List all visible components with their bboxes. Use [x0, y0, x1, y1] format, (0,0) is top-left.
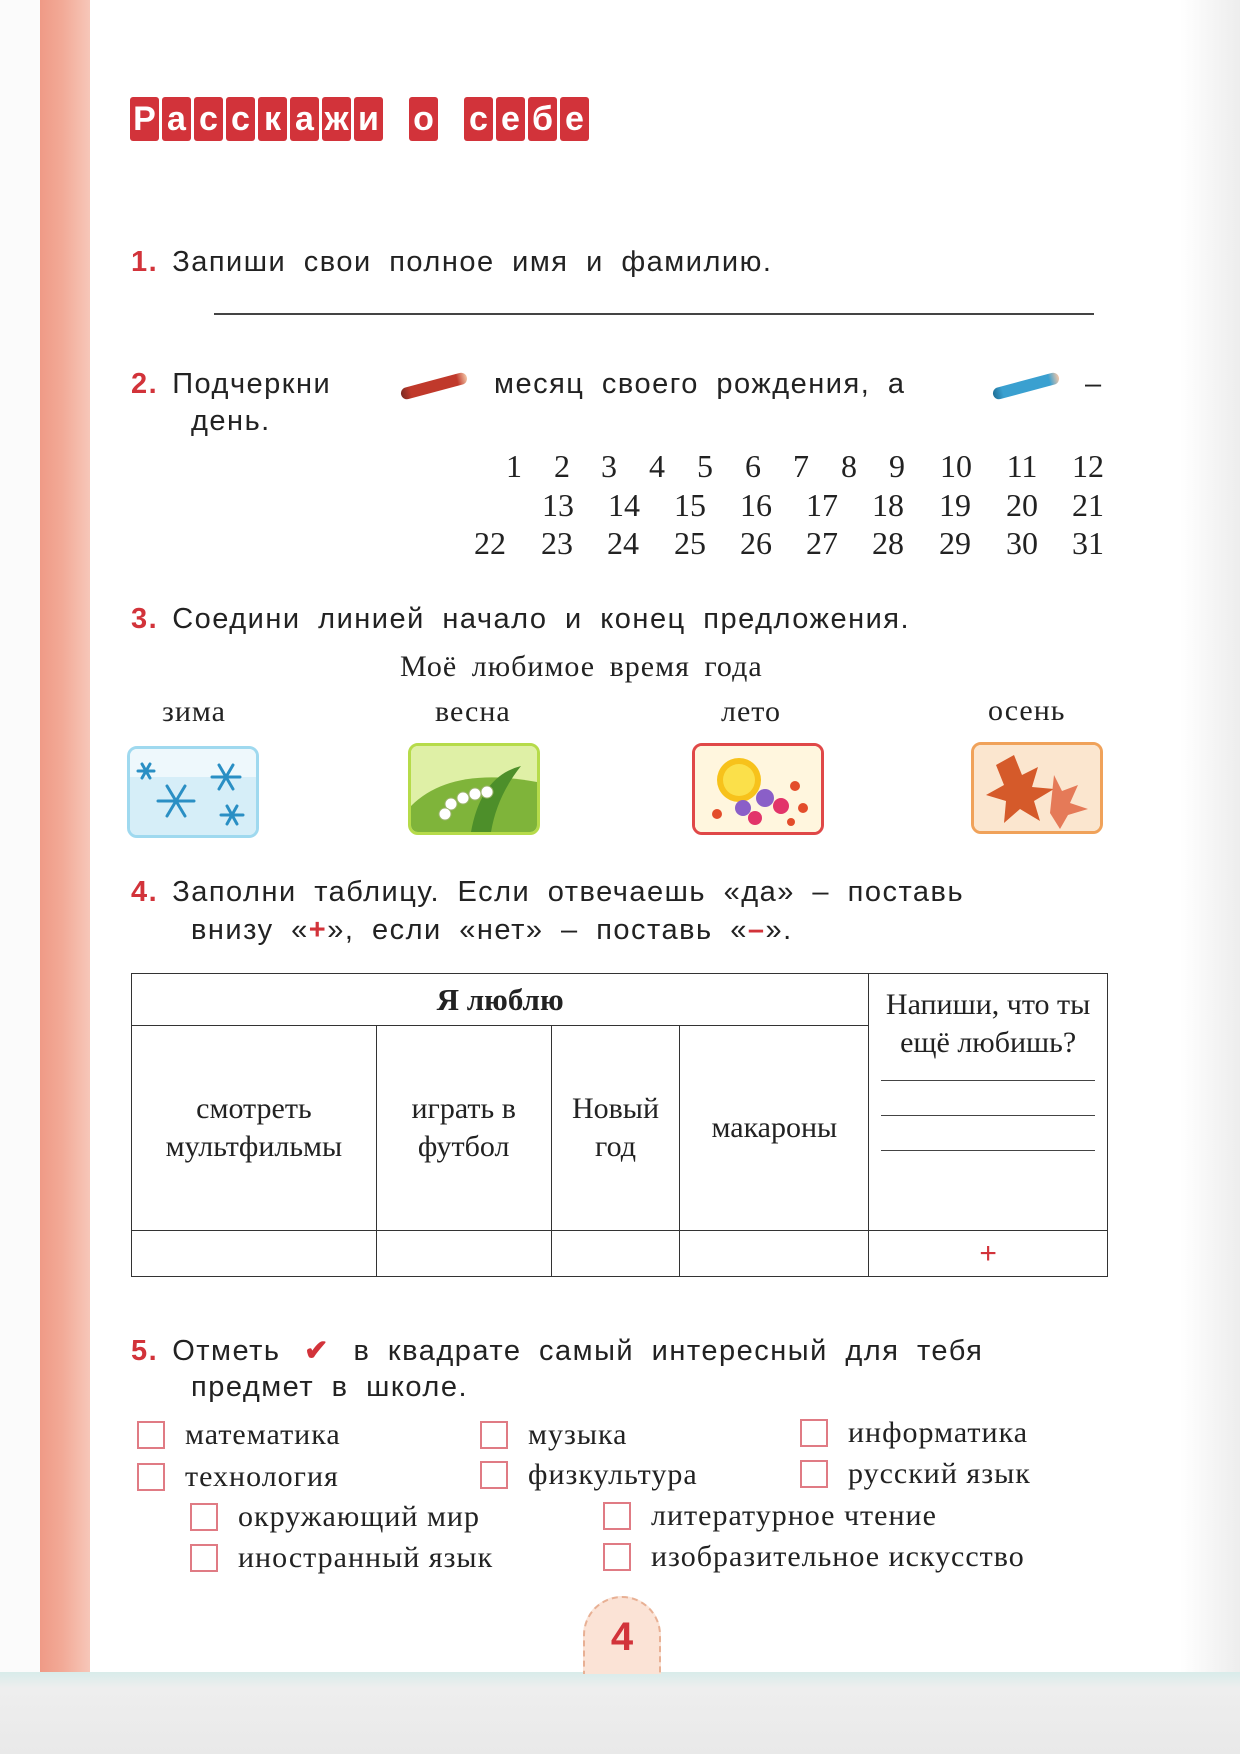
- task-number: 1.: [131, 246, 159, 278]
- subject-label: окружающий мир: [238, 1500, 480, 1533]
- answer-cell-extra[interactable]: +: [869, 1231, 1108, 1277]
- day-number[interactable]: 10: [940, 448, 972, 484]
- subject-label: иностранный язык: [238, 1541, 494, 1574]
- day-number[interactable]: 20: [1006, 487, 1038, 523]
- red-pencil-icon: [400, 371, 469, 400]
- title-letter: Р: [130, 97, 159, 141]
- sun-flowers-icon: [695, 746, 821, 832]
- checkbox[interactable]: [480, 1461, 508, 1489]
- task-text: Отметь: [172, 1335, 281, 1367]
- day-number[interactable]: 17: [806, 487, 838, 523]
- task-text: месяц своего рождения, а: [494, 368, 906, 400]
- day-number[interactable]: 5: [697, 448, 713, 484]
- title-letter: е: [560, 97, 589, 141]
- spring-picture[interactable]: [408, 743, 540, 835]
- day-number[interactable]: 3: [601, 448, 617, 484]
- checkbox[interactable]: [137, 1421, 165, 1449]
- task-2-dash: [1085, 368, 1103, 401]
- subject-russian[interactable]: [800, 1457, 1031, 1491]
- task-1: [131, 246, 772, 279]
- subject-music[interactable]: [480, 1418, 627, 1452]
- title-word: [464, 97, 589, 141]
- task-text: Соедини линией начало и конец предложения.: [172, 603, 911, 635]
- task-text: Заполни таблицу. Если отвечаешь «да» – поставь: [172, 876, 965, 908]
- task-4-line1: [131, 876, 964, 909]
- task-text: Запиши свои полное имя и фамилию.: [172, 246, 773, 278]
- title-word: [130, 97, 383, 141]
- task-text: внизу «: [191, 914, 309, 946]
- checkbox[interactable]: [800, 1419, 828, 1447]
- day-number[interactable]: 27: [806, 525, 838, 561]
- day-number[interactable]: 6: [745, 448, 761, 484]
- scan-margin: [0, 0, 40, 1754]
- day-number[interactable]: 4: [649, 448, 665, 484]
- day-number[interactable]: 22: [474, 525, 506, 561]
- day-number[interactable]: 24: [607, 525, 639, 561]
- col-new-year: Новый год: [551, 1026, 680, 1231]
- subject-label: литературное чтение: [651, 1499, 937, 1532]
- write-line[interactable]: [881, 1115, 1095, 1116]
- day-number[interactable]: 15: [674, 487, 706, 523]
- title-letter: а: [290, 97, 319, 141]
- subject-label: математика: [185, 1418, 341, 1451]
- checkbox[interactable]: [480, 1421, 508, 1449]
- subject-technology[interactable]: [137, 1460, 339, 1494]
- day-number[interactable]: 12: [1072, 448, 1104, 484]
- winter-picture[interactable]: [127, 746, 259, 838]
- subject-art[interactable]: [603, 1540, 1025, 1574]
- dash: –: [1085, 368, 1103, 400]
- title-letter: с: [226, 97, 255, 141]
- title-letter: с: [464, 97, 493, 141]
- lily-of-the-valley-icon: [411, 746, 537, 832]
- col-pasta: макароны: [680, 1026, 869, 1231]
- day-number[interactable]: 23: [541, 525, 573, 561]
- title-word: [409, 97, 438, 141]
- name-answer-line[interactable]: [214, 313, 1094, 315]
- day-number[interactable]: 30: [1006, 525, 1038, 561]
- day-number[interactable]: 29: [939, 525, 971, 561]
- col-football: играть в футбол: [376, 1026, 551, 1231]
- task-number: 4.: [131, 876, 159, 908]
- title-letter: а: [162, 97, 191, 141]
- task-2-line1: [131, 368, 331, 401]
- subject-label: музыка: [528, 1418, 628, 1451]
- write-line[interactable]: [881, 1080, 1095, 1081]
- summer-picture[interactable]: [692, 743, 824, 835]
- task-text: », если «нет» – поставь «: [327, 914, 748, 946]
- minus-sign: –: [747, 914, 766, 946]
- answer-cell-new-year[interactable]: [551, 1231, 680, 1277]
- task-2-line1b: [494, 368, 905, 401]
- answer-cell-pasta[interactable]: [680, 1231, 869, 1277]
- table-header: Я люблю: [132, 974, 869, 1026]
- day-number[interactable]: 31: [1072, 525, 1104, 561]
- task-text: день.: [191, 405, 271, 437]
- subject-foreign-language[interactable]: [190, 1541, 493, 1575]
- page-number: 4: [583, 1596, 661, 1674]
- title-letter: б: [528, 97, 557, 141]
- maple-leaf-icon: [974, 745, 1100, 831]
- subject-label: изобразительное искусство: [651, 1540, 1025, 1573]
- title-letter: с: [194, 97, 223, 141]
- season-label-winter: зима: [162, 695, 226, 728]
- day-number[interactable]: 19: [939, 487, 971, 523]
- task-number: 2.: [131, 368, 159, 400]
- extra-column: [869, 974, 1108, 1231]
- subject-reading[interactable]: [603, 1499, 937, 1533]
- day-number[interactable]: 8: [841, 448, 857, 484]
- season-label-autumn: осень: [988, 694, 1066, 727]
- season-label-spring: весна: [435, 695, 511, 728]
- task-text: ».: [765, 914, 793, 946]
- title-letter: е: [496, 97, 525, 141]
- blue-pencil-icon: [992, 371, 1061, 400]
- scan-bottom-band: [0, 1672, 1240, 1754]
- day-number[interactable]: 11: [1006, 448, 1038, 484]
- likes-table: [131, 973, 1108, 1277]
- subject-world[interactable]: [190, 1500, 480, 1534]
- task-text: в квадрате самый интересный для тебя: [353, 1335, 984, 1367]
- day-number[interactable]: 13: [542, 487, 574, 523]
- day-number[interactable]: 25: [674, 525, 706, 561]
- checkbox[interactable]: [603, 1502, 631, 1530]
- season-phrase: Моё любимое время года: [400, 650, 763, 683]
- checkbox[interactable]: [137, 1463, 165, 1491]
- answer-cell-football[interactable]: [376, 1231, 551, 1277]
- checkmark-icon: ✔: [304, 1335, 330, 1367]
- subject-label: технология: [185, 1460, 339, 1493]
- title-letter: ж: [322, 97, 351, 141]
- day-number[interactable]: 21: [1072, 487, 1104, 523]
- scan-shadow: [1180, 0, 1240, 1754]
- autumn-picture[interactable]: [971, 742, 1103, 834]
- checkbox[interactable]: [190, 1544, 218, 1572]
- task-text: предмет в школе.: [191, 1371, 469, 1403]
- title-letter: и: [354, 97, 383, 141]
- subject-math[interactable]: [137, 1418, 341, 1452]
- checkbox[interactable]: [603, 1543, 631, 1571]
- day-number[interactable]: 18: [872, 487, 904, 523]
- season-label-summer: лето: [721, 695, 782, 728]
- subject-label: физкультура: [528, 1458, 698, 1491]
- task-2-line2: [191, 405, 271, 438]
- col-cartoons: смотреть мультфильмы: [132, 1026, 377, 1231]
- day-number[interactable]: 16: [740, 487, 772, 523]
- extra-header: Напиши, что ты ещё любишь?: [885, 988, 1091, 1059]
- subject-pe[interactable]: [480, 1458, 698, 1492]
- checkbox[interactable]: [190, 1503, 218, 1531]
- subject-label: информатика: [848, 1416, 1029, 1449]
- task-4-line2: [191, 914, 793, 947]
- decorative-side-bar: [40, 0, 90, 1672]
- task-5-line2: [191, 1371, 468, 1404]
- answer-cell-cartoons[interactable]: [132, 1231, 377, 1277]
- task-number: 3.: [131, 603, 159, 635]
- day-number[interactable]: 14: [608, 487, 640, 523]
- subject-informatics[interactable]: [800, 1416, 1028, 1450]
- write-line[interactable]: [881, 1150, 1095, 1151]
- day-number[interactable]: 1: [506, 448, 522, 484]
- task-5-line1: [131, 1333, 983, 1368]
- page-title: [130, 97, 611, 141]
- day-number[interactable]: 9: [889, 448, 905, 484]
- task-3: [131, 603, 910, 636]
- title-letter: к: [258, 97, 287, 141]
- task-number: 5.: [131, 1335, 159, 1367]
- title-letter: о: [409, 97, 438, 141]
- checkbox[interactable]: [800, 1460, 828, 1488]
- plus-sign: +: [308, 914, 328, 946]
- subject-label: русский язык: [848, 1457, 1031, 1490]
- day-number[interactable]: 26: [740, 525, 772, 561]
- day-number[interactable]: 2: [554, 448, 570, 484]
- task-text: Подчеркни: [172, 368, 332, 400]
- snowflake-icon: [130, 749, 256, 835]
- day-number[interactable]: 28: [872, 525, 904, 561]
- day-number[interactable]: 7: [793, 448, 809, 484]
